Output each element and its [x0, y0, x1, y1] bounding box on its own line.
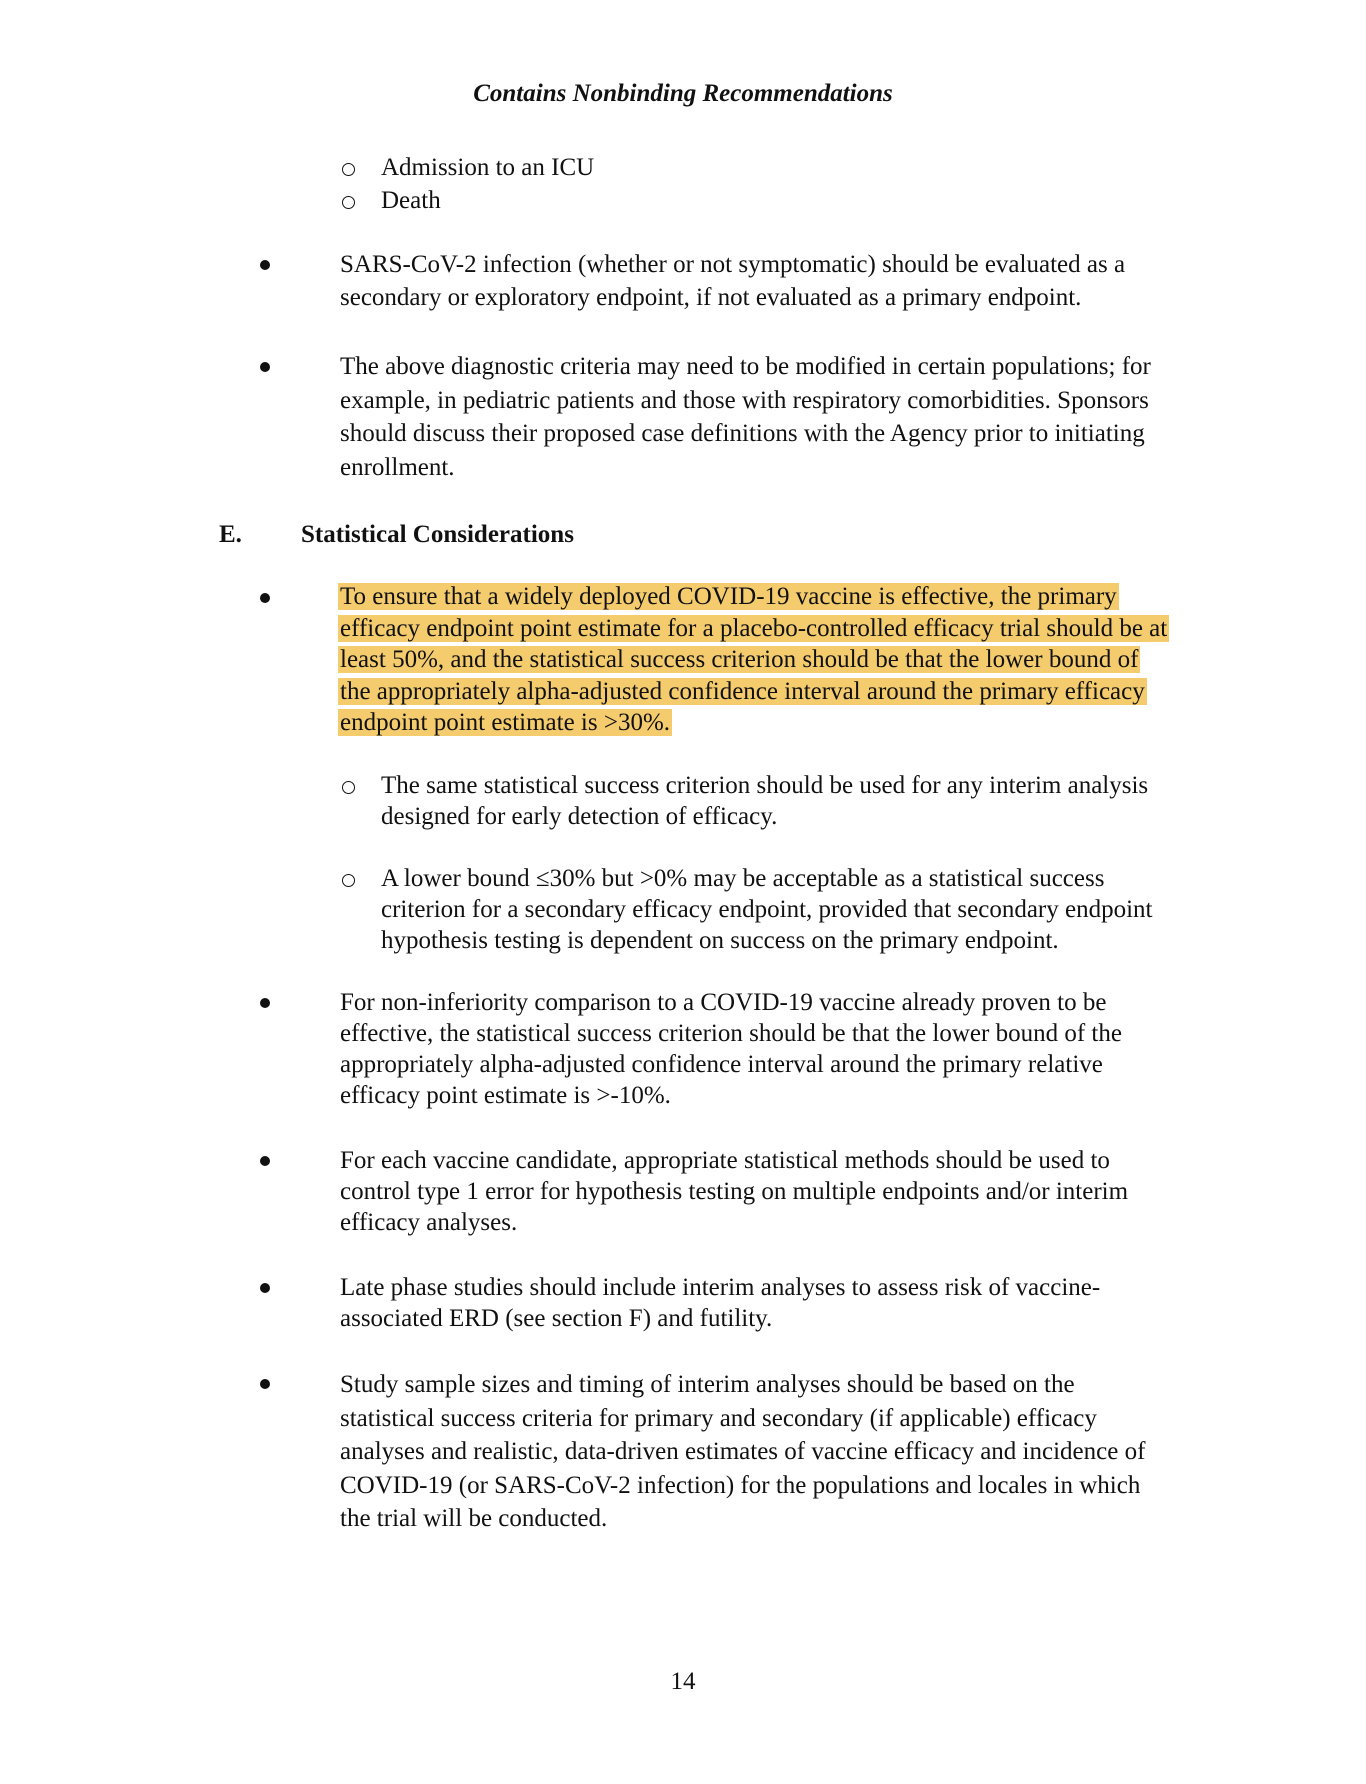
page-header: Contains Nonbinding Recommendations: [473, 80, 893, 107]
text-line: secondary or exploratory endpoint, if not evaluated as a primary endpoint.: [340, 284, 1082, 311]
text-line: example, in pediatric patients and those with respiratory comorbidities. Sponsors: [340, 386, 1149, 414]
text-line: the trial will be conducted.: [340, 1505, 608, 1532]
page-number: 14: [670, 1668, 696, 1695]
text-line: The same statistical success criterion should be used for any interim analysis: [381, 772, 1149, 799]
text-line: [340, 676, 1169, 708]
bullet-icon: [260, 998, 270, 1008]
text-line: appropriately alpha-adjusted confidence interval around the primary relative: [340, 1051, 1103, 1078]
sub-bullet-paragraph: [381, 770, 1148, 832]
bullet-paragraph: [340, 1272, 1100, 1334]
sublist-item: Death: [381, 187, 441, 214]
text-line: should discuss their proposed case definitions with the Agency prior to initiating: [340, 420, 1145, 447]
bullet-icon: [260, 1283, 270, 1293]
bullet-icon: [260, 1156, 270, 1166]
highlight-span: least 50%, and the statistical success criterion should be that the lower bound of: [340, 646, 1139, 673]
bullet-icon: [260, 593, 270, 603]
text-line: criterion for a secondary efficacy endpoint, provided that secondary endpoint: [381, 896, 1153, 923]
bullet-icon: [260, 362, 270, 372]
bullet-paragraph: [340, 987, 1122, 1111]
text-line: associated ERD (see section F) and futility.: [340, 1305, 773, 1332]
text-line: effective, the statistical success criterion should be that the lower bound of the: [340, 1020, 1122, 1047]
text-line: COVID-19 (or SARS-CoV-2 infection) for the populations and locales in which: [340, 1471, 1141, 1499]
text-line: For each vaccine candidate, appropriate statistical methods should be used to: [340, 1147, 1110, 1174]
text-line: The above diagnostic criteria may need to be modified in certain populations; for: [340, 353, 1151, 380]
text-line: [340, 644, 1169, 676]
text-line: designed for early detection of efficacy.: [381, 803, 778, 830]
section-letter: E.: [219, 521, 242, 548]
bullet-icon: [260, 260, 270, 270]
bullet-paragraph: [340, 1368, 1145, 1536]
highlighted-paragraph: [340, 581, 1169, 739]
text-line: analyses and realistic, data-driven estimates of vaccine efficacy and incidence of: [340, 1438, 1146, 1465]
highlight-span: the appropriately alpha-adjusted confidence interval around the primary efficacy: [340, 677, 1145, 705]
section-title: Statistical Considerations: [301, 521, 574, 548]
text-line: Study sample sizes and timing of interim analyses should be based on the: [340, 1371, 1075, 1398]
text-line: A lower bound ≤30% but >0% may be acceptable as a statistical success: [381, 865, 1105, 892]
text-line: [340, 613, 1169, 645]
text-line: efficacy analyses.: [340, 1209, 518, 1236]
text-line: statistical success criteria for primary and secondary (if applicable) efficacy: [340, 1404, 1097, 1432]
highlight-span: endpoint point estimate is >30%.: [340, 709, 671, 736]
sub-bullet-icon: [342, 781, 355, 794]
text-line: Late phase studies should include interim analyses to assess risk of vaccine-: [340, 1274, 1101, 1301]
bullet-icon: [260, 1379, 270, 1389]
highlight-span: To ensure that a widely deployed COVID-19 vaccine is effective, the primary: [340, 583, 1117, 610]
sub-bullet-icon: [342, 874, 355, 887]
text-line: For non-inferiority comparison to a COVID-19 vaccine already proven to be: [340, 989, 1107, 1016]
text-line: hypothesis testing is dependent on success on the primary endpoint.: [381, 927, 1059, 954]
sublist-item: Admission to an ICU: [381, 154, 595, 181]
text-line: SARS-CoV-2 infection (whether or not symptomatic) should be evaluated as a: [340, 251, 1126, 278]
bullet-paragraph: [340, 350, 1151, 484]
sub-bullet-paragraph: [381, 863, 1152, 956]
text-line: [340, 581, 1169, 613]
sub-bullet-icon: [342, 163, 355, 176]
text-line: enrollment.: [340, 453, 455, 481]
bullet-paragraph: [340, 248, 1125, 314]
highlight-span: efficacy endpoint point estimate for a placebo-controlled efficacy trial should be at: [340, 614, 1168, 642]
sub-bullet-icon: [342, 196, 355, 209]
bullet-paragraph: [340, 1145, 1128, 1238]
text-line: control type 1 error for hypothesis testing on multiple endpoints and/or interim: [340, 1178, 1129, 1205]
text-line: efficacy point estimate is >-10%.: [340, 1082, 671, 1109]
text-line: [340, 707, 1169, 739]
